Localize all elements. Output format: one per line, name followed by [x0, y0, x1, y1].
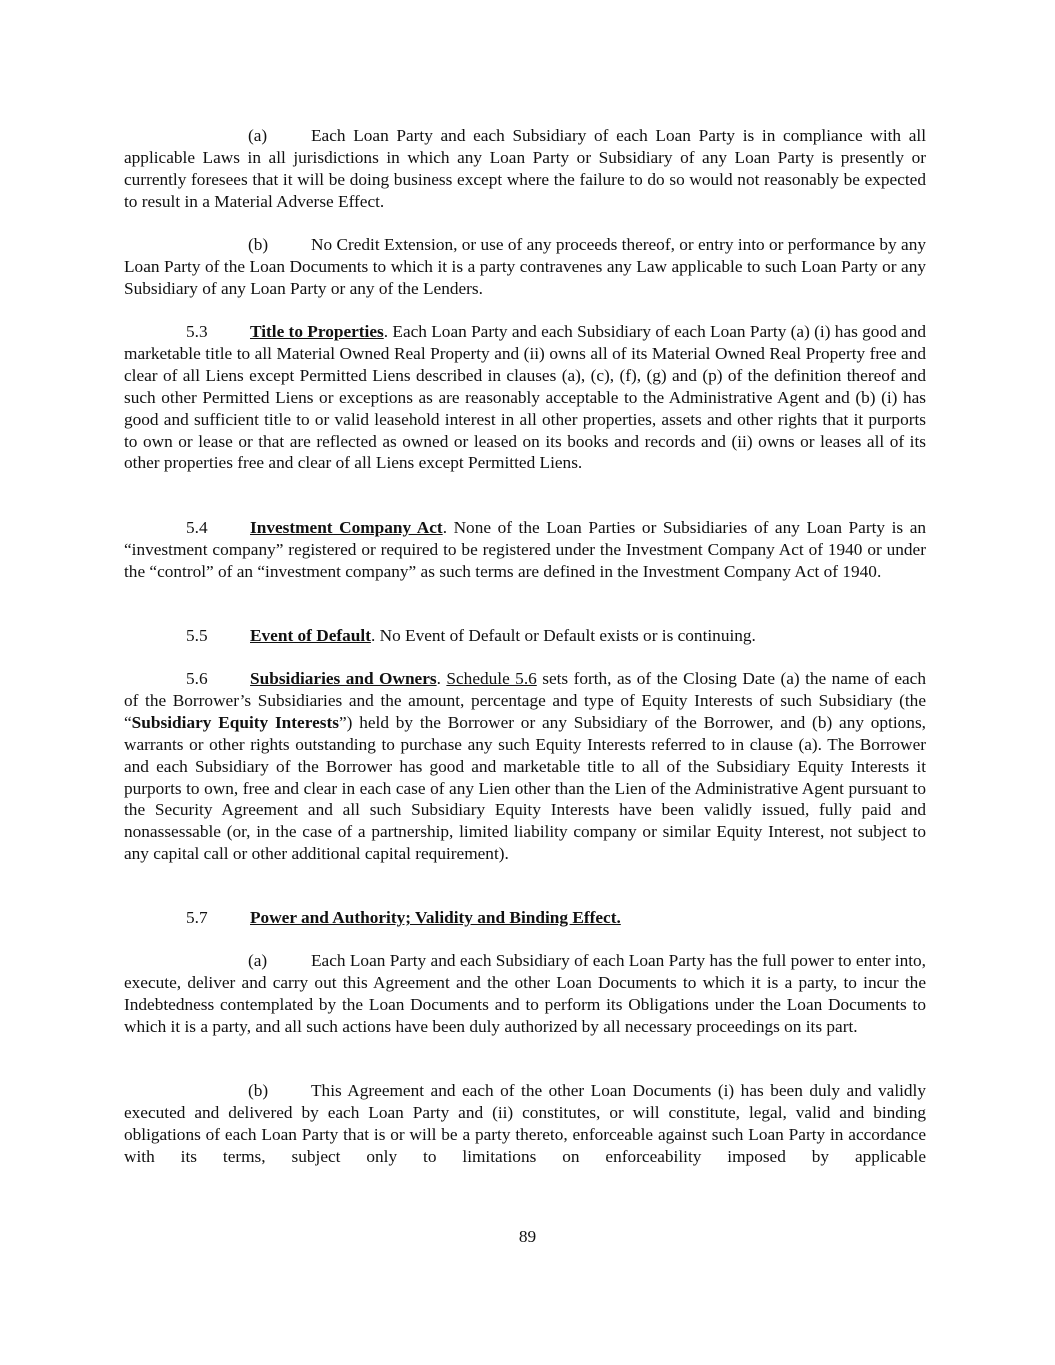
section-text: . Each Loan Party and each Subsidiary of each Loan Party (a) (i) has good and marketable title to all Material Owned Real Property and (ii) owns all of its Material Owned Real Property free and clear of all Liens except Permitted Liens described in clauses (a), (c), (f), (g) and (p) of the definition thereof and such other Permitted Liens or exceptions as are reasonably acceptable to the Administrative Agent and (b) (i) has good and sufficient title to or valid leasehold interest in all other properties, assets and other rights that it purports to own or lease or that are reflected as owned or leased on its books and records and (ii) owns or leases all of its other properties free and clear of all Liens except Permitted Liens.	[124, 322, 926, 473]
clause-text: Each Loan Party and each Subsidiary of each Loan Party is in compliance with all applicable Laws in all jurisdictions in which any Loan Party or Subsidiary of any Loan Party is presently or currently foresees that it will be doing business except where the failure to do so would not reasonably be expected to result in a Material Adverse Effect.	[124, 126, 926, 211]
section-number: 5.7	[186, 908, 208, 927]
defined-term: Subsidiary Equity Interests	[131, 712, 339, 732]
section-5-3	[124, 321, 926, 474]
section-text: . None of the Loan Parties or Subsidiaries of any Loan Party is an “investment company” registered or required to be registered under the Investment Company Act of 1940 or under the “control” of an “investment company” as such terms are defined in the Investment Company Act of 1940.	[124, 518, 927, 581]
section-text: .	[436, 669, 447, 688]
page-number: 89	[518, 1227, 537, 1246]
section-number: 5.3	[186, 322, 208, 341]
section-text: . No Event of Default or Default exists or is continuing.	[370, 626, 756, 645]
clause-text: No Credit Extension, or use of any proceeds thereof, or entry into or performance by any Loan Party of the Loan Documents to which it is a party contravenes any Law applicable to such Loan Party or any Subsidiary of any Loan Party or any of the Lenders.	[124, 235, 926, 298]
section-number: 5.4	[186, 518, 208, 537]
section-5-7	[124, 907, 926, 929]
clause-label: (b)	[248, 235, 269, 254]
paragraph-5-2-a	[124, 125, 926, 213]
section-heading: Subsidiaries and Owners	[250, 669, 437, 688]
section-heading: Event of Default	[250, 626, 371, 645]
section-5-4	[124, 517, 926, 583]
section-text: sets forth, as of the Closing Date (a) the name of each of the Borrower’s Subsidiaries and the amount, percentage and type of Equity Interests of such Subsidiary (the “	[124, 669, 926, 732]
clause-text: Each Loan Party and each Subsidiary of each Loan Party has the full power to enter into, execute, deliver and carry out this Agreement and the other Loan Documents to which it is a party, to incur the Indebtedness contemplated by the Loan Documents and to perform its Obligations under the Loan Documents to which it is a party, and all such actions have been duly authorized by all necessary proceedings on its part.	[124, 951, 926, 1036]
section-heading: Title to Properties	[250, 322, 384, 341]
section-number: 5.6	[186, 669, 208, 688]
section-number: 5.5	[186, 626, 208, 645]
schedule-reference: Schedule 5.6	[446, 669, 537, 688]
section-5-5	[124, 625, 926, 647]
clause-label: (a)	[248, 126, 268, 145]
section-heading: Power and Authority; Validity and Binding Effect.	[250, 908, 621, 927]
paragraph-5-7-b	[124, 1080, 926, 1168]
section-text: ”) held by the Borrower or any Subsidiary of the Borrower, and (b) any options, warrants or other rights outstanding to purchase any such Equity Interests referred to in clause (a). The Borrower and each Subsidiary of the Borrower has good and marketable title to all of the Subsidiary Equity Interests it purports to own, free and clear in each case of any Lien other than the Lien of the Administrative Agent pursuant to the Security Agreement and all such Subsidiary Equity Interests have been validly issued, fully paid and nonassessable (or, in the case of a partnership, limited liability company or similar Equity Interest, not subject to any capital call or other additional capital requirement).	[124, 712, 926, 864]
section-5-6	[124, 668, 926, 865]
clause-text: This Agreement and each of the other Loan Documents (i) has been duly and validly executed and delivered by each Loan Party and (ii) constitutes, or will constitute, legal, valid and binding obligations of each Loan Party that is or will be a party thereto, enforceable against such Loan Party in accordance with its terms, subject only to limitations on enforceability imposed by applicable	[124, 1081, 926, 1166]
section-heading: Investment Company Act	[250, 518, 443, 537]
paragraph-5-2-b	[124, 234, 926, 300]
clause-label: (a)	[248, 951, 268, 970]
clause-label: (b)	[248, 1081, 269, 1100]
paragraph-5-7-a	[124, 950, 926, 1038]
